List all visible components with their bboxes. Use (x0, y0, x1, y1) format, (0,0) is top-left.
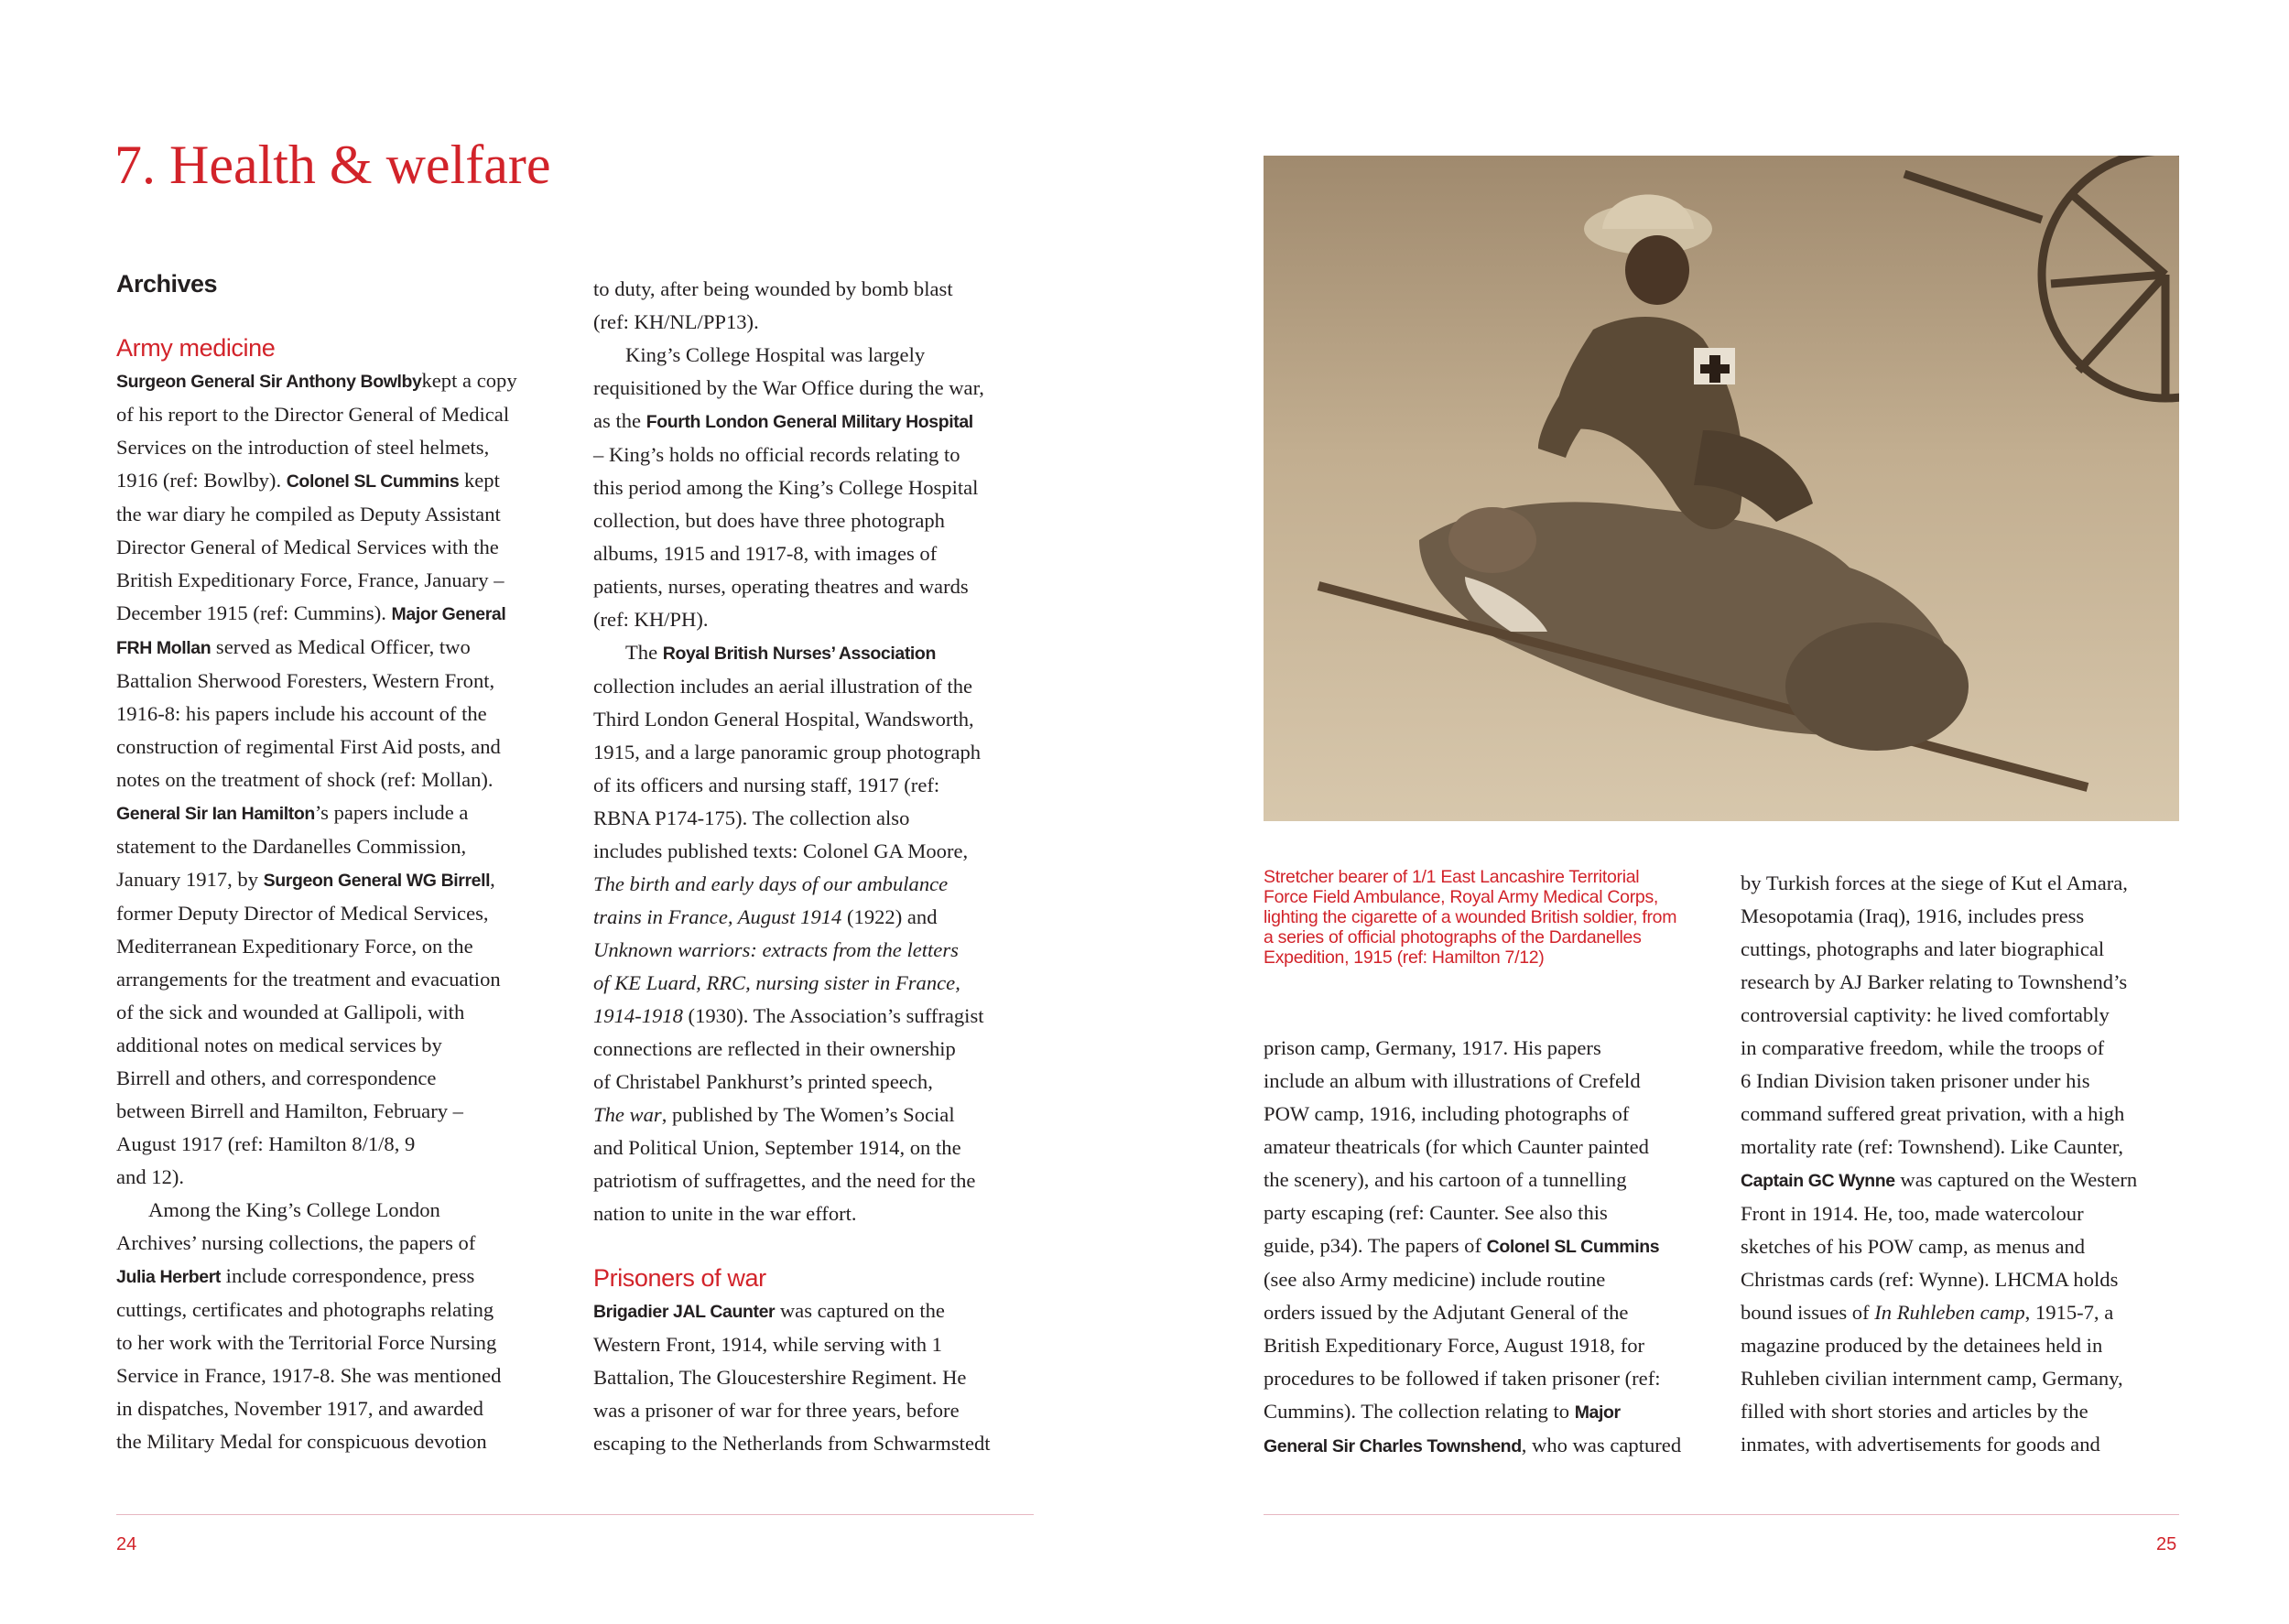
chapter-heading: 7. Health & welfare (114, 135, 551, 195)
footer-rule (1264, 1514, 2179, 1515)
section-heading: Archives (116, 270, 218, 298)
right-column-2 (1741, 867, 2189, 1461)
paragraph-continued: prison camp, Germany, 1917. His papers include an album with illustrations of Crefeld POW camp, 1916, including photographs of amateur theatricals (for which Caunter painted the scenery), and his cartoon of a tunnelling party escaping (ref: Caunter. See also this guide, p34). The papers of Colonel SL Cummins (see also Army medicine) include routine orders issued by the Adjutant General of the British Expeditionary Force, August 1918, for procedures to be followed if taken prisoner (ref: Cummins). The collection relating to Major General Sir Charles Townshend, who was captured (1264, 1036, 1682, 1456)
paragraph-continued: by Turkish forces at the siege of Kut el Amara, Mesopotamia (Iraq), 1916, includes press cuttings, photographs and later biographical research by AJ Barker relating to Townshend’s controversial captivity: he lived comfortably in comparative freedom, while the troops of 6 Indian Division taken prisoner under his command suffered great privation, with a high mortality rate (ref: Townshend). Like Caunter, Captain GC Wynne was captured on the Western Front in 1914. He, too, made watercolour sketches of his POW camp, as menus and Christmas cards (ref: Wynne). LHCMA holds bound issues of In Ruhleben camp, 1915-7, a magazine produced by the detainees held in Ruhleben civilian internment camp, Germany, filled with short stories and articles by the inmates, with advertisements for goods and (1741, 872, 2138, 1456)
subheading-army-medicine: Army medicine (116, 334, 276, 362)
paragraph: Surgeon General Sir Anthony Bowlbykept a copy of his report to the Director General of Medical Services on the introduction of steel helmets, 1916 (ref: Bowlby). Colonel SL Cummins kept the war diary he compiled as Deputy Assistant Director General of Medical Services with the British Expeditionary Force, France, January – December 1915 (ref: Cummins). Major General FRH Mollan served as Medical Officer, two Battalion Sherwood Foresters, Western Front, 1916-8: his papers include his account of the construction of regimental First Aid posts, and notes on the treatment of shock (ref: Mollan). General Sir Ian Hamilton’s papers include a statement to the Dardanelles Commission, January 1917, by Surgeon General WG Birrell, former Deputy Director of Medical Services, Mediterranean Expeditionary Force, on the arrangements for the treatment and evacuation of the sick and wounded at Gallipoli, with additional notes on medical services by Birrell and others, and correspondence between Birrell and Hamilton, February – August 1917 (ref: Hamilton 8/1/8, 9 and 12). (116, 369, 517, 1188)
left-column-2 (593, 273, 1042, 1460)
paragraph: Brigadier JAL Caunter was captured on the Western Front, 1914, while serving with 1 Battalion, The Gloucestershire Regiment. He was a prisoner of war for three years, before escaping to the Netherlands from Schwarmstedt (593, 1299, 991, 1455)
right-column-1 (1264, 1032, 1703, 1463)
paragraph: King’s College Hospital was largely requisitioned by the War Office during the war, as the Fourth London General Military Hospital – King’s holds no official records relating to this period among the King’s College Hospital collection, but does have three photograph albums, 1915 and 1917-8, with images of patients, nurses, operating theatres and wards (ref: KH/PH). (593, 343, 984, 631)
page-number: 25 (2156, 1534, 2177, 1554)
paragraph: Among the King’s College London Archives’ nursing collections, the papers of Julia Herbert include correspondence, press cuttings, certificates and photographs relating to her work with the Territorial Force Nursing Service in France, 1917-8. She was mentioned in dispatches, November 1917, and awarded the Military Medal for conspicuous devotion (116, 1198, 502, 1453)
paragraph-continued: to duty, after being wounded by bomb blast (ref: KH/NL/PP13). (593, 277, 953, 333)
right-page (1144, 0, 2289, 1624)
photograph-stretcher-bearer (1264, 156, 2179, 821)
paragraph: The Royal British Nurses’ Association collection includes an aerial illustration of the Third London General Hospital, Wandsworth, 1915, and a large panoramic group photograph of its officers and nursing staff, 1917 (ref: RBNA P174-175). The collection also includes published texts: Colonel GA Moore, The birth and early days of our ambulance trains in France, August 1914 (1922) and Unknown warriors: extracts from the letters of KE Luard, RRC, nursing sister in France, 1914-1918 (1930). The Association’s suffragist connections are reflected in their ownership of Christabel Pankhurst’s printed speech, The war, published by The Women’s Social and Political Union, September 1914, on the patriotism of suffragettes, and the need for the nation to unite in the war effort. (593, 641, 984, 1225)
left-page (0, 0, 1144, 1624)
left-column-1 (116, 267, 558, 1458)
photo-caption: Stretcher bearer of 1/1 East Lancashire Territorial Force Field Ambulance, Royal Army Medical Corps, lighting the cigarette of a wounded British soldier, from a series of official photographs of the Dardanelles Expedition, 1915 (ref: Hamilton 7/12) (1264, 867, 1677, 968)
page-number: 24 (116, 1534, 137, 1554)
footer-rule (116, 1514, 1034, 1515)
subheading-prisoners-of-war: Prisoners of war (593, 1264, 766, 1292)
